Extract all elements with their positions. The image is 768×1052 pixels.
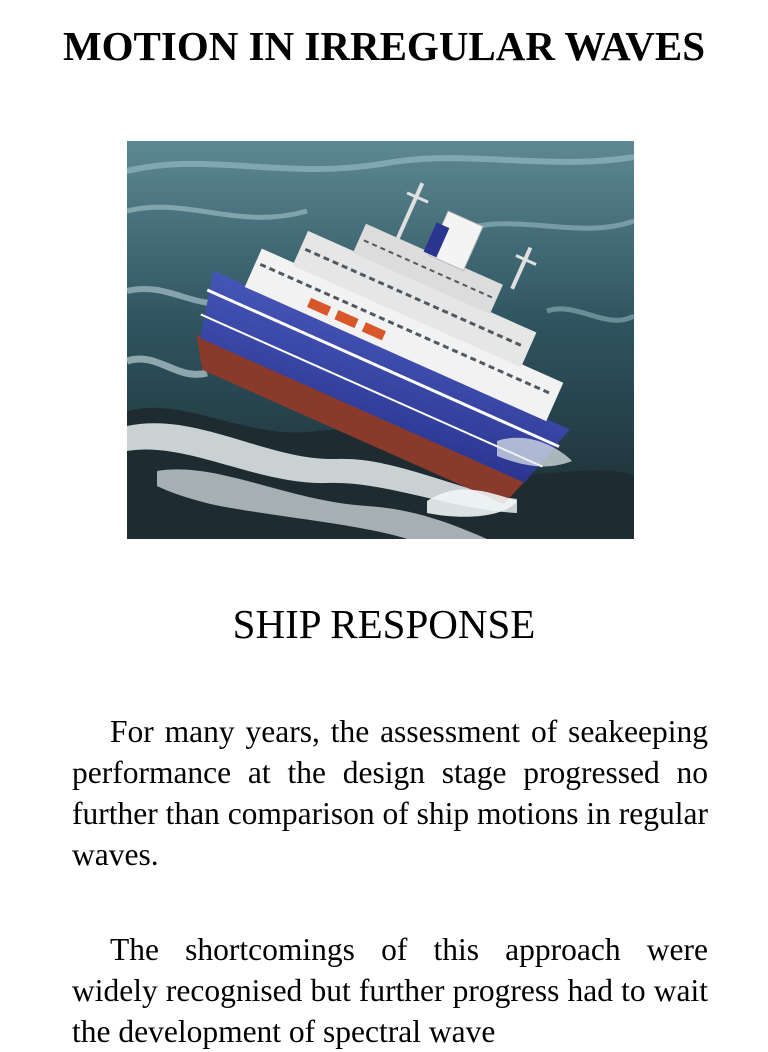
page-title: MOTION IN IRREGULAR WAVES	[62, 23, 706, 69]
section-heading: SHIP RESPONSE	[232, 601, 536, 647]
ship-photo	[127, 141, 634, 539]
paragraph: For many years, the assessment of seakeeping performance at the design stage progressed no further than comparison of ship motions in regular waves.	[72, 714, 708, 872]
paragraph: The shortcomings of this approach were widely recognised but further progress had to wait the development of spectral wave	[72, 932, 708, 1049]
